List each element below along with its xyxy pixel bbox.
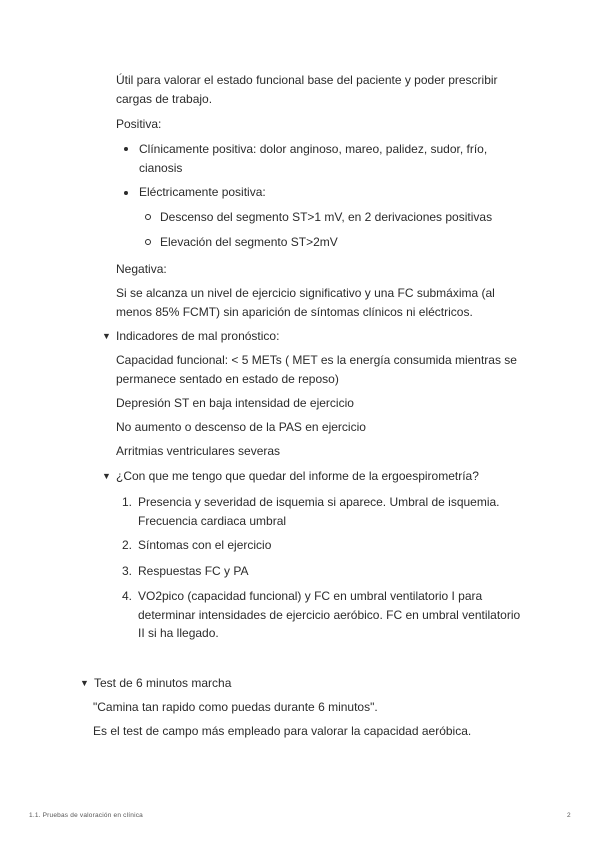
list-number: 3. [122,564,133,578]
ergo-item-2: Síntomas con el ejercicio [138,538,272,552]
toggle-test-6-minutos[interactable] [80,674,231,694]
triangle-down-icon[interactable]: ▼ [80,678,89,688]
bullet-circle-icon [145,214,151,220]
test6-description: Es el test de campo más empleado para valorar la capacidad aeróbica. [93,724,472,738]
positiva-label: Positiva: [116,117,162,131]
sub-item-descenso-st: Descenso del segmento ST>1 mV, en 2 derivaciones positivas [160,210,493,224]
depresion-st-item: Depresión ST en baja intensidad de ejercicio [116,396,354,410]
intro-text: Útil para valorar el estado funcional base del paciente y poder prescribir cargas de trabajo. [116,73,498,106]
electricamente-positiva: Eléctricamente positiva: [139,185,266,199]
triangle-down-icon[interactable]: ▼ [102,471,111,481]
arritmias-item: Arritmias ventriculares severas [116,444,281,458]
page-number: 2 [567,812,571,819]
toggle-mal-pronostico[interactable] [102,327,279,347]
test6-quote: "Camina tan rapido como puedas durante 6 minutos". [93,700,378,714]
bullet-dot-icon [124,191,128,195]
list-number: 2. [122,538,133,552]
toggle-ergo[interactable] [102,467,479,487]
capacidad-funcional-item: Capacidad funcional: < 5 METs ( MET es la energía consumida mientras se permanece sentado en estado de reposo) [116,353,517,386]
bullet-dot-icon [124,147,128,151]
pas-item: No aumento o descenso de la PAS en ejercicio [116,420,366,434]
mal-pronostico-heading: Indicadores de mal pronóstico: [116,329,280,343]
ergo-item-1: Presencia y severidad de isquemia si aparece. Umbral de isquemia. Frecuencia cardiaca umbral [138,495,500,528]
footer-section-title: 1.1. Pruebas de valoración en clínica [29,812,143,819]
bullet-circle-icon [145,239,151,245]
triangle-down-icon[interactable]: ▼ [102,331,111,341]
ergo-item-3: Respuestas FC y PA [138,564,249,578]
negativa-label: Negativa: [116,262,167,276]
sub-item-elevacion-st: Elevación del segmento ST>2mV [160,235,338,249]
list-number: 1. [122,495,133,509]
list-number: 4. [122,589,133,603]
ergo-heading: ¿Con que me tengo que quedar del informe de la ergoespirometría? [116,469,479,483]
negativa-text: Si se alcanza un nivel de ejercicio significativo y una FC submáxima (al menos 85% FCMT) sin aparición de síntomas clínicos ni eléctricos. [116,286,495,319]
test6-heading: Test de 6 minutos marcha [94,676,232,690]
ergo-item-4: VO2pico (capacidad funcional) y FC en umbral ventilatorio I para determinar intensidades de ejercicio aeróbico. FC en umbral ventilatorio II si ha llegado. [138,589,521,640]
clinicamente-positiva: Clínicamente positiva: dolor anginoso, mareo, palidez, sudor, frío, cianosis [139,142,488,175]
